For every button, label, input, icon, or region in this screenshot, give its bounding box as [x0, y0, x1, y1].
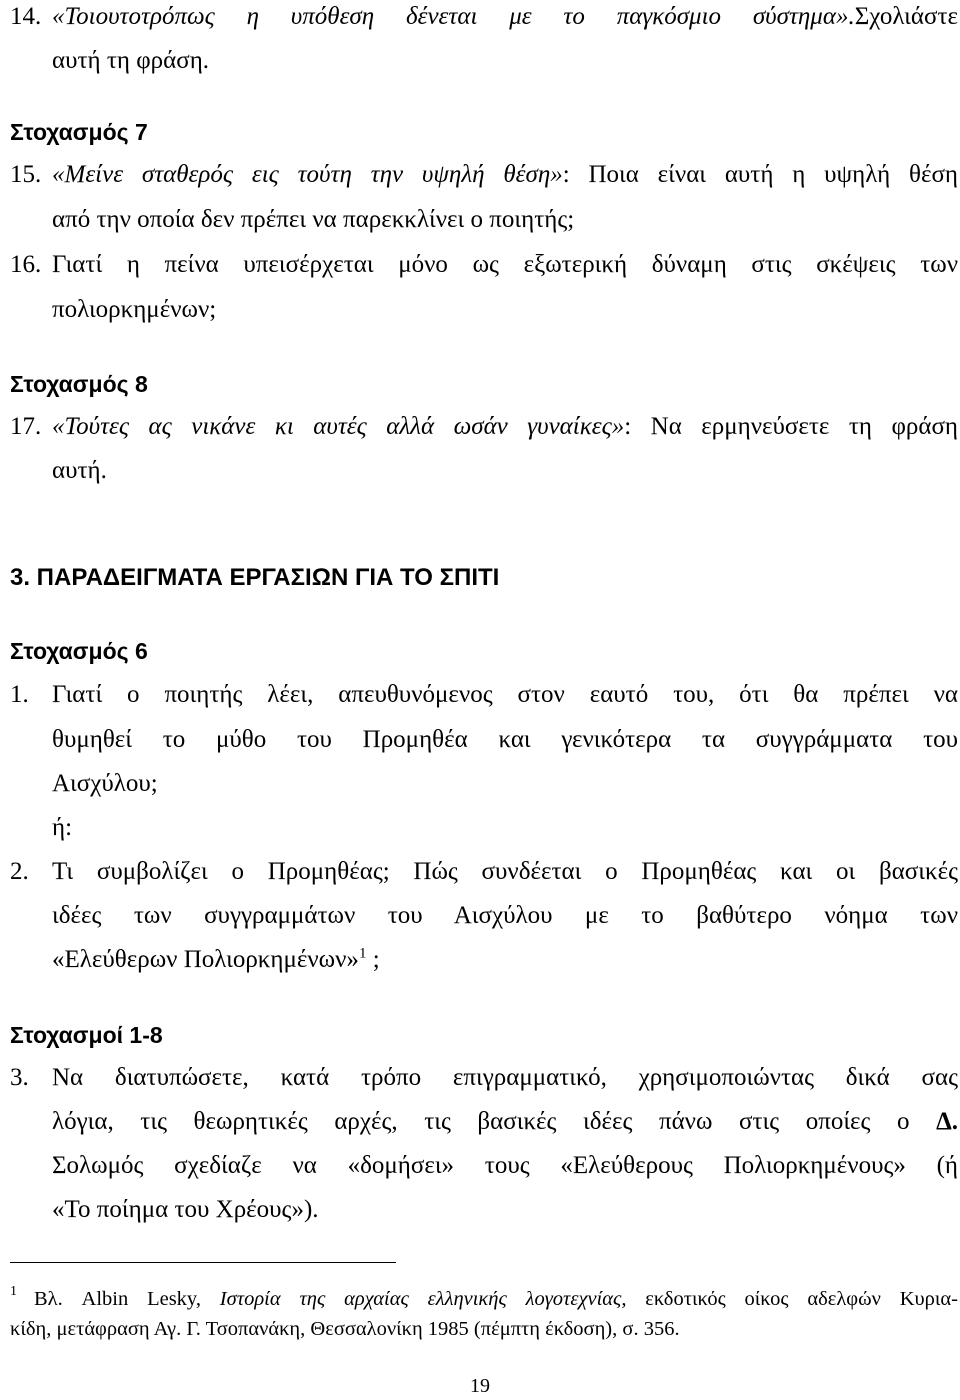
task-3-text-cont: λόγια, τις θεωρητικές αρχές, τις βασικές ιδέες πάνω στις οποίες ο — [52, 1108, 937, 1135]
item-14-number: 14. — [10, 3, 42, 30]
task-1-or: ή: — [52, 814, 73, 841]
footnote-number: 1 — [10, 1284, 17, 1299]
task-1-line-1 — [0, 675, 960, 715]
task-2-text-end: «Ελεύθερων Πολιορκημένων» — [52, 946, 359, 973]
task-2-text-cont: ιδέες των συγγραμμάτων του Αισχύλου με το βαθύτερο νόημα των — [52, 902, 958, 929]
section-heading: 3. ΠΑΡΑΔΕΙΓΜΑΤΑ ΕΡΓΑΣΙΩΝ ΓΙΑ ΤΟ ΣΠΙΤΙ — [10, 564, 500, 591]
task-3-text-end: «Το ποίημα του Χρέους»). — [52, 1196, 319, 1223]
page-number: 19 — [470, 1375, 490, 1397]
footnote-line-1 — [0, 1284, 960, 1314]
heading-stoxasmos-7: Στοχασμός 7 — [10, 119, 148, 145]
task-3-author-initial: Δ. — [936, 1108, 958, 1135]
task-2-line-2 — [0, 896, 960, 936]
footnote-text-cont: κίδη, μετάφραση Αγ. Γ. Τσοπανάκη, Θεσσαλονίκη 1985 (πέμπτη έκδοση), σ. 356. — [10, 1318, 680, 1340]
item-17-number: 17. — [10, 413, 42, 440]
task-1-line-2 — [0, 720, 960, 760]
item-16-line-2 — [0, 290, 960, 330]
task-3-line-2 — [0, 1102, 960, 1142]
task-3-line-4 — [0, 1190, 960, 1230]
task-2-text: Τι συμβολίζει ο Προμηθέας; Πώς συνδέεται ο Προμηθέας και οι βασικές — [52, 858, 958, 885]
footnote-book-title: Ιστορία της αρχαίας ελληνικής λογοτεχνίας, — [219, 1288, 627, 1310]
item-17-quote: «Τούτες ας νικάνε κι αυτές αλλά ωσάν γυναίκες» — [52, 413, 625, 440]
task-3-line-1 — [0, 1058, 960, 1098]
item-15-text: : Ποια είναι αυτή η υψηλή θέση — [562, 161, 959, 188]
heading-stoxasmos-6: Στοχασμός 6 — [10, 638, 148, 664]
item-15-number: 15. — [10, 161, 42, 188]
task-3-line-3 — [0, 1146, 960, 1186]
item-16-text: Γιατί η πείνα υπεισέρχεται μόνο ως εξωτερική δύναμη στις σκέψεις των — [52, 251, 958, 278]
footnote-text: Βλ. Albin Lesky, — [34, 1288, 220, 1310]
item-15-quote: «Μείνε σταθερός εις τούτη την υψηλή θέση» — [52, 161, 563, 188]
task-1-or-line — [0, 808, 960, 848]
item-16-text-cont: πολιορκημένων; — [52, 296, 217, 323]
item-17-line-2 — [0, 451, 960, 491]
heading-stoxasmoi-1-8: Στοχασμοί 1-8 — [10, 1022, 163, 1048]
task-1-text-cont: θυμηθεί το μύθο του Προμηθέα και γενικότερα τα συγγράμματα του — [52, 726, 958, 753]
item-17-text: : Να ερμηνεύσετε τη φράση — [624, 413, 959, 440]
item-14-text-cont: αυτή τη φράση. — [52, 47, 210, 74]
item-14-line-2 — [0, 41, 960, 81]
footnote-separator — [10, 1262, 396, 1263]
task-2-line-3 — [0, 940, 960, 980]
item-15-text-cont: από την οποία δεν πρέπει να παρεκκλίνει ο ποιητής; — [52, 206, 575, 233]
task-3-text: Να διατυπώσετε, κατά τρόπο επιγραμματικό, χρησιμοποιώντας δικά σας — [52, 1064, 958, 1091]
item-15-line-2 — [0, 200, 960, 240]
footnote-line-2 — [0, 1314, 960, 1344]
item-16-line-1 — [0, 245, 960, 285]
task-2-question-mark: ; — [366, 946, 380, 973]
item-15-line-1 — [0, 155, 960, 195]
task-3-number: 3. — [10, 1064, 29, 1091]
task-2-number: 2. — [10, 858, 29, 885]
task-1-text: Γιατί ο ποιητής λέει, απευθυνόμενος στον εαυτό του, ότι θα πρέπει να — [52, 681, 958, 708]
task-2-line-1 — [0, 852, 960, 892]
task-3-text-cont-2: Σολωμός σχεδίαζε να «δομήσει» τους «Ελεύθερους Πολιορκημένους» (ή — [52, 1152, 958, 1179]
footnote-reference[interactable]: 1 — [358, 945, 367, 962]
item-17-line-1 — [0, 407, 960, 447]
heading-stoxasmos-8: Στοχασμός 8 — [10, 371, 148, 397]
footnote-publisher: εκδοτικός οίκος αδελφών Κυρια- — [626, 1288, 958, 1310]
task-1-line-3 — [0, 764, 960, 804]
item-14-line-1 — [0, 0, 960, 37]
task-1-text-end: Αισχύλου; — [52, 770, 158, 797]
item-17-text-cont: αυτή. — [52, 457, 107, 484]
item-14-quote: «Τοιουτοτρόπως η υπόθεση δένεται με το παγκόσμιο σύστημα». — [52, 3, 855, 30]
item-16-number: 16. — [10, 251, 42, 278]
item-14-text: Σχολιάστε — [854, 3, 958, 30]
task-1-number: 1. — [10, 681, 29, 708]
